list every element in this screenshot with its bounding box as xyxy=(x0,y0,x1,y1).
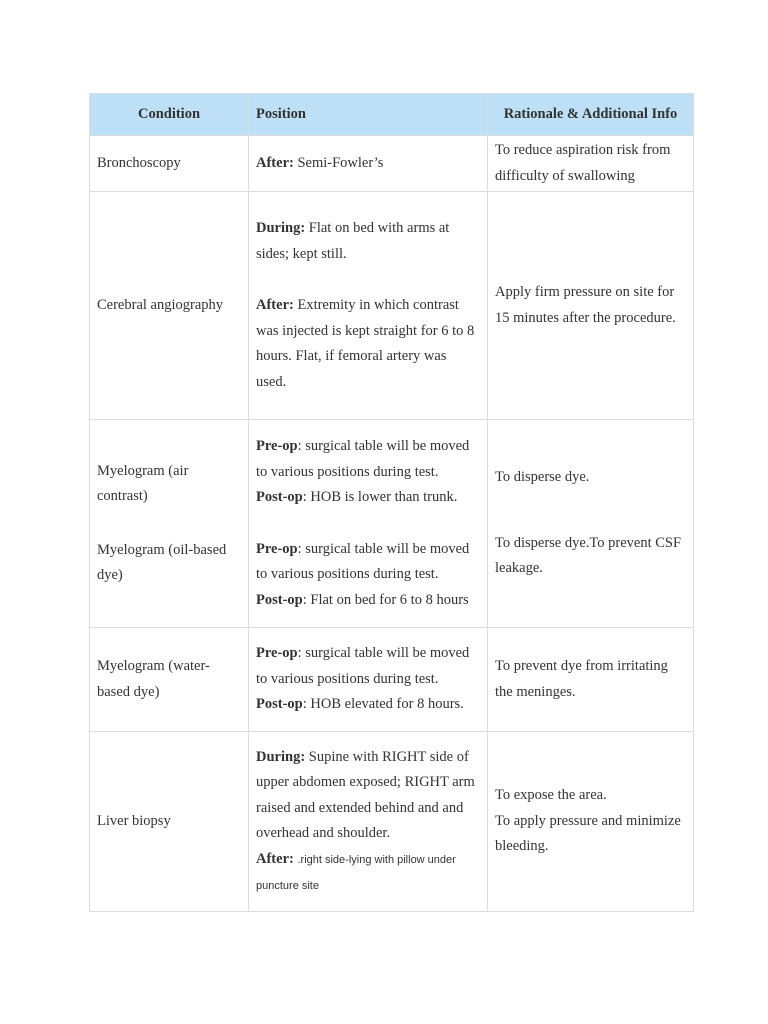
condition-myelogram-air: Myelogram (air contrast) xyxy=(97,462,189,504)
position-cell xyxy=(249,628,488,732)
table-row xyxy=(90,628,694,732)
after-paragraph xyxy=(256,293,480,395)
postop-paragraph xyxy=(256,485,480,511)
table-row xyxy=(90,192,694,420)
postop-paragraph xyxy=(256,588,480,614)
position-cell xyxy=(249,420,488,628)
postop-label: Post-op xyxy=(256,489,303,505)
table-row xyxy=(90,136,694,192)
header-rationale: Rationale & Additional Info xyxy=(488,94,694,136)
table-row xyxy=(90,420,694,628)
during-label: During: xyxy=(256,220,306,236)
after-text: Semi-Fowler’s xyxy=(297,154,384,171)
position-cell xyxy=(249,732,488,912)
postop-text: : Flat on bed for 6 to 8 hours xyxy=(302,591,469,608)
condition-cell xyxy=(90,420,249,628)
postop-text: : HOB is lower than trunk. xyxy=(302,489,458,505)
rationale-cell xyxy=(488,732,694,912)
header-position: Position xyxy=(249,94,488,136)
after-text: Extremity in which contrast was injected is kept straight for 6 to 8 hours. Flat, if femoral artery was used. xyxy=(256,297,475,390)
condition-cell: Liver biopsy xyxy=(90,732,249,912)
condition-myelogram-oil: Myelogram (oil-based dye) xyxy=(97,541,227,583)
rationale-cell xyxy=(488,420,694,628)
after-label: After: xyxy=(256,297,294,313)
rationale-myelogram-oil: To disperse dye.To prevent CSF leakage. xyxy=(495,534,682,577)
position-cell xyxy=(249,136,488,192)
preop-text: : surgical table will be moved to various positions during test. xyxy=(256,540,470,582)
rationale-myelogram-air: To disperse dye. xyxy=(495,469,590,486)
rationale-cell: To prevent dye from irritating the meninges. xyxy=(488,628,694,732)
after-label: After: xyxy=(256,154,294,171)
preop-text: : surgical table will be moved to various positions during test. xyxy=(256,438,470,480)
postop-paragraph xyxy=(256,692,480,718)
preop-paragraph xyxy=(256,641,480,692)
preop-label: Pre-op xyxy=(256,540,298,557)
spacer xyxy=(256,267,480,293)
postop-label: Post-op xyxy=(256,591,303,608)
during-label: During: xyxy=(256,748,306,765)
postop-label: Post-op xyxy=(256,696,303,713)
rationale-line-2: To apply pressure and minimize bleeding. xyxy=(495,812,681,855)
spacer xyxy=(97,510,241,538)
header-condition: Condition xyxy=(90,94,249,136)
table-row xyxy=(90,732,694,912)
rationale-cell: To reduce aspiration risk from difficulty of swallowing xyxy=(488,136,694,192)
condition-cell: Myelogram (water-based dye) xyxy=(90,628,249,732)
rationale-cell: Apply firm pressure on site for 15 minutes after the procedure. xyxy=(488,192,694,420)
condition-cell: Bronchoscopy xyxy=(90,136,249,192)
spacer xyxy=(495,491,686,531)
postop-text: : HOB elevated for 8 hours. xyxy=(302,696,464,713)
preop-paragraph xyxy=(256,537,480,588)
preop-paragraph xyxy=(256,434,480,485)
during-paragraph xyxy=(256,745,480,847)
positioning-table xyxy=(89,93,694,912)
preop-label: Pre-op xyxy=(256,645,298,662)
preop-label: Pre-op xyxy=(256,438,298,454)
position-cell xyxy=(249,192,488,420)
during-text: Supine with RIGHT side of upper abdomen exposed; RIGHT arm raised and extended behind and and overhead and shoulder. xyxy=(256,748,475,841)
after-paragraph xyxy=(256,847,480,899)
during-paragraph xyxy=(256,216,480,267)
during-text: Flat on bed with arms at sides; kept still. xyxy=(256,220,450,262)
spacer xyxy=(256,511,480,537)
rationale-line-1: To expose the area. xyxy=(495,787,607,804)
after-text: .right side-lying with pillow under puncture site xyxy=(256,853,456,892)
after-label: After: xyxy=(256,850,294,867)
condition-cell: Cerebral angiography xyxy=(90,192,249,420)
preop-text: : surgical table will be moved to various positions during test. xyxy=(256,645,470,687)
table-header-row xyxy=(90,94,694,136)
